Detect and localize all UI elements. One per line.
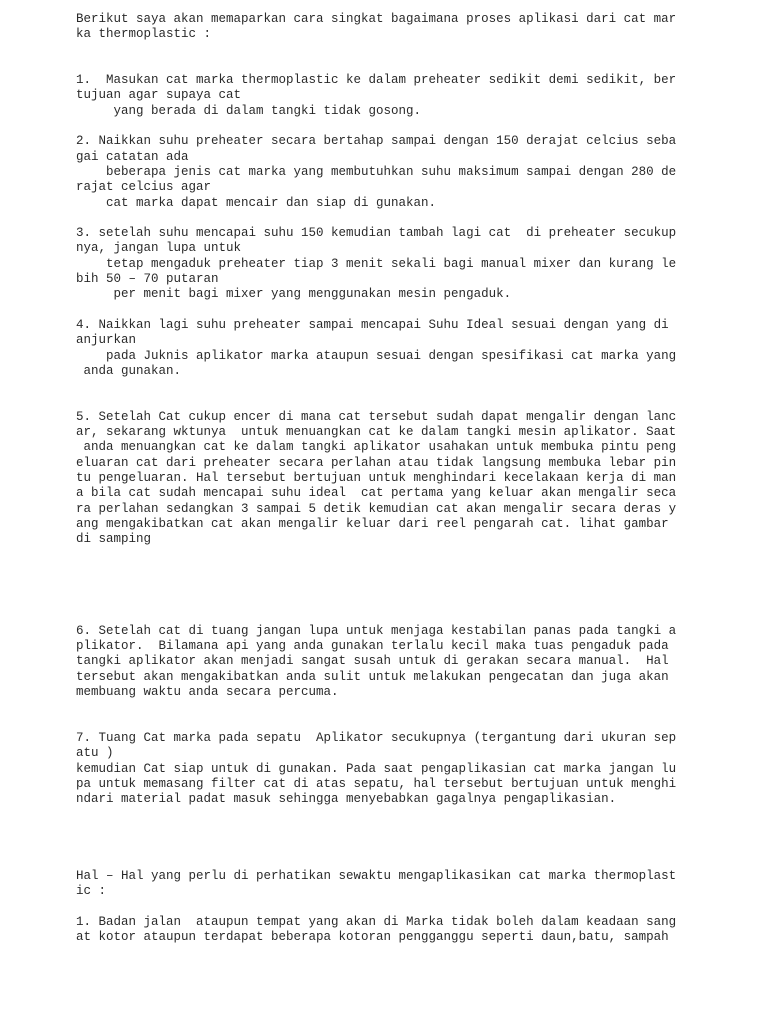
step-2: 2. Naikkan suhu preheater secara bertahap sampai dengan 150 derajat celcius seba gai catatan ada beberapa jenis cat marka yang membutuhkan suhu maksimum sampai dengan 280 de rajat celcius agar cat marka dapat mencair dan siap di gunakan. xyxy=(76,134,677,210)
step-5: 5. Setelah Cat cukup encer di mana cat tersebut sudah dapat mengalir dengan lanc ar, sekarang wktunya untuk menuangkan cat ke dalam tangki mesin aplikator. Saat anda menuangkan cat ke dalam tangki aplikator usahakan untuk membuka pintu peng eluaran cat dari preheater secara perlahan atau tidak langsung membuka lebar pin tu pengeluaran. Hal tersebut bertujuan untuk menghindari kecelakaan kerja di man a bila cat sudah mencapai suhu ideal cat pertama yang keluar akan mengalir seca ra perlahan sedangkan 3 sampai 5 detik kemudian cat akan mengalir secara deras y ang mengakibatkan cat akan mengalir keluar dari reel pengarah cat. lihat gambar di samping xyxy=(76,409,677,547)
step-4: 4. Naikkan lagi suhu preheater sampai mencapai Suhu Ideal sesuai dengan yang di anjurkan pada Juknis aplikator marka ataupun sesuai dengan spesifikasi cat marka yang anda gunakan. xyxy=(76,317,677,378)
paragraph-gap xyxy=(76,211,676,226)
paragraph-gap xyxy=(76,547,676,624)
step-1: 1. Masukan cat marka thermoplastic ke dalam preheater sedikit demi sedikit, ber tujuan agar supaya cat yang berada di dalam tangki tidak gosong. xyxy=(76,73,677,118)
paragraph-gap xyxy=(76,899,676,914)
paragraph-gap xyxy=(76,700,676,731)
paragraph-gap xyxy=(76,303,676,318)
paragraph-gap xyxy=(76,379,676,410)
note-1: 1. Badan jalan ataupun tempat yang akan di Marka tidak boleh dalam keadaan sang at kotor ataupun terdapat beberapa kotoran pengganggu seperti daun,batu, sampah xyxy=(76,914,677,944)
step-6: 6. Setelah cat di tuang jangan lupa untuk menjaga kestabilan panas pada tangki a plikator. Bilamana api yang anda gunakan terlalu kecil maka tuas pengaduk pada tangki aplikator akan menjadi sangat susah untuk di gerakan secara manual. Hal tersebut akan mengakibatkan anda sulit untuk melakukan pengecatan dan juga akan membuang waktu anda secara percuma. xyxy=(76,623,677,700)
document-body xyxy=(76,12,676,945)
paragraph-gap xyxy=(76,43,676,74)
paragraph-gap xyxy=(76,119,676,134)
paragraph-gap xyxy=(76,807,676,868)
intro-paragraph: Berikut saya akan memaparkan cara singkat bagaimana proses aplikasi dari cat mar ka thermoplastic : xyxy=(76,12,677,42)
step-3: 3. setelah suhu mencapai suhu 150 kemudian tambah lagi cat di preheater secukup nya, jangan lupa untuk tetap mengaduk preheater tiap 3 menit sekali bagi manual mixer dan kurang le bih 50 – 70 putaran per menit bagi mixer yang menggunakan mesin pengaduk. xyxy=(76,226,677,302)
section-heading: Hal – Hal yang perlu di perhatikan sewaktu mengaplikasikan cat marka thermoplast ic : xyxy=(76,868,677,898)
step-7: 7. Tuang Cat marka pada sepatu Aplikator secukupnya (tergantung dari ukuran sep atu ) kemudian Cat siap untuk di gunakan. Pada saat pengaplikasian cat marka jangan lu pa untuk memasang filter cat di atas sepatu, hal tersebut bertujuan untuk menghi ndari material padat masuk sehingga menyebabkan gagalnya pengaplikasian. xyxy=(76,730,677,807)
